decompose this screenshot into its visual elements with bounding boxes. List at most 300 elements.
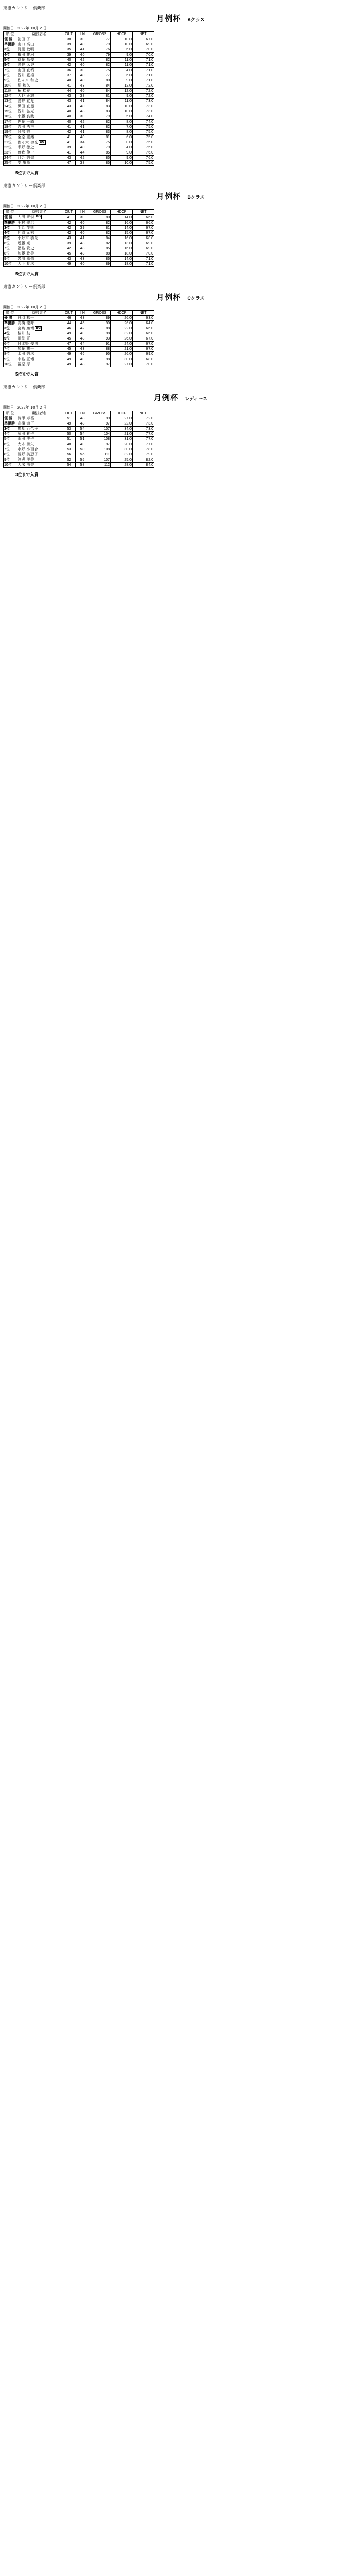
net-score-cell: 70.0	[133, 251, 154, 256]
rank-cell: 8位	[4, 251, 17, 256]
results-section	[0, 5, 361, 176]
handicap-cell: 4.0	[111, 145, 133, 150]
table-row	[4, 53, 154, 58]
player-name: 安 康隆	[18, 161, 30, 165]
table-header-row	[4, 310, 154, 315]
net-score-cell: 73.0	[133, 99, 154, 104]
handicap-cell: 24.0	[111, 342, 133, 347]
table-row	[4, 161, 154, 166]
rank-cell: 21位	[4, 140, 17, 145]
handicap-cell: 26.0	[111, 320, 133, 326]
gross-score-cell: 84	[89, 89, 111, 94]
rank-cell: 5位	[4, 235, 17, 241]
out-score-cell: 44	[62, 320, 76, 326]
gross-score-cell: 107	[89, 427, 111, 432]
out-score-cell: 56	[62, 452, 76, 457]
handicap-cell: 14.0	[111, 225, 133, 230]
in-score-cell: 39	[76, 114, 89, 120]
player-name: 丹羽 松一	[18, 316, 35, 320]
table-row	[4, 241, 154, 246]
handicap-cell: 14.0	[111, 256, 133, 261]
handicap-cell: 32.0	[111, 452, 133, 457]
player-name: 千村 聖治	[18, 221, 35, 225]
table-row	[4, 437, 154, 442]
net-score-cell: 69.0	[133, 246, 154, 251]
in-score-cell: 58	[76, 463, 89, 468]
out-score-cell: 46	[62, 326, 76, 331]
net-score-cell: 66.0	[133, 220, 154, 225]
table-row	[4, 256, 154, 261]
club-name: 東濃カントリー倶楽部	[3, 183, 45, 189]
in-score-cell: 40	[76, 42, 89, 47]
player-name: 黒田 直寛	[18, 105, 35, 108]
handicap-cell: 9.0	[111, 150, 133, 156]
player-name: 柘 松泰	[18, 89, 30, 93]
player-name-cell	[17, 53, 62, 58]
table-row	[4, 457, 154, 463]
table-row	[4, 104, 154, 109]
rank-cell: 4位	[4, 432, 17, 437]
player-name: 高橋 龍邦	[18, 321, 35, 325]
table-row	[4, 78, 154, 83]
player-name: 浅井 弘史	[18, 63, 35, 67]
player-name-cell	[17, 215, 62, 220]
rank-cell: 17位	[4, 120, 17, 125]
table-row	[4, 246, 154, 251]
table-row	[4, 235, 154, 241]
rank-cell: 10位	[4, 83, 17, 89]
table-header-row	[4, 32, 154, 37]
gross-score-cell: 104	[89, 432, 111, 437]
rank-cell: 7位	[4, 68, 17, 73]
out-score-cell: 44	[62, 89, 76, 94]
rank-cell: 10位	[4, 261, 17, 266]
in-score-cell: 42	[76, 58, 89, 63]
rank-cell: 3位	[4, 47, 17, 53]
out-score-cell: 43	[62, 156, 76, 161]
in-score-cell: 40	[76, 73, 89, 78]
in-score-cell: 44	[76, 342, 89, 347]
out-score-cell: 42	[62, 63, 76, 68]
gross-score-cell: 77	[89, 73, 111, 78]
player-name: 曽我 伸一	[18, 151, 35, 155]
section-title-row	[0, 191, 361, 201]
player-name: 田堂 正	[18, 337, 30, 341]
out-score-cell: 45	[62, 336, 76, 342]
handicap-cell: 22.0	[111, 326, 133, 331]
player-name-cell	[17, 416, 62, 421]
table-row	[4, 336, 154, 342]
out-score-cell: 49	[62, 261, 76, 266]
in-score-cell: 41	[76, 235, 89, 241]
handicap-cell: 9.0	[111, 78, 133, 83]
net-score-cell: 76.0	[133, 156, 154, 161]
gross-score-cell: 83	[89, 104, 111, 109]
handicap-cell: 12.0	[111, 83, 133, 89]
column-header: 順 位	[4, 32, 17, 37]
prize-footnote: 5位まで入賞	[15, 171, 39, 176]
rank-cell: 6位	[4, 342, 17, 347]
net-score-cell: 67.0	[133, 347, 154, 352]
table-row	[4, 99, 154, 104]
player-name: 片岡 元宏	[18, 231, 35, 235]
rank-cell: 6位	[4, 442, 17, 447]
gross-score-cell: 112	[89, 463, 111, 468]
out-score-cell: 43	[62, 104, 76, 109]
handicap-cell: 11.0	[111, 99, 133, 104]
table-row	[4, 315, 154, 320]
in-score-cell: 40	[76, 230, 89, 235]
player-name: 鶴見 百合子	[18, 427, 38, 431]
rank-cell: 準優勝	[4, 320, 17, 326]
handicap-cell: 21.0	[111, 347, 133, 352]
in-score-cell: 43	[76, 83, 89, 89]
gross-score-cell: 91	[89, 342, 111, 347]
net-score-cell: 66.0	[133, 215, 154, 220]
player-name-cell	[17, 246, 62, 251]
player-name-cell	[17, 427, 62, 432]
net-score-cell: 73.0	[133, 104, 154, 109]
table-row	[4, 427, 154, 432]
player-name: 阿部 敬	[18, 130, 30, 134]
out-score-cell: 45	[62, 251, 76, 256]
player-name: 日比野 俊明	[18, 342, 38, 346]
player-name-cell	[17, 457, 62, 463]
handicap-cell: 10.0	[111, 109, 133, 114]
in-score-cell: 39	[76, 215, 89, 220]
gross-score-cell: 82	[89, 241, 111, 246]
out-score-cell: 39	[62, 53, 76, 58]
in-score-cell: 48	[76, 336, 89, 342]
net-score-cell: 71.0	[133, 68, 154, 73]
gross-score-cell: 111	[89, 452, 111, 457]
handicap-cell: 15.0	[111, 230, 133, 235]
column-header: OUT	[62, 310, 76, 315]
gross-score-cell: 75	[89, 68, 111, 73]
player-name-cell	[17, 37, 62, 42]
handicap-cell: 28.0	[111, 463, 133, 468]
net-score-cell: 71.0	[133, 261, 154, 266]
net-score-cell: 71.0	[133, 73, 154, 78]
player-name-cell	[17, 58, 62, 63]
section-title-row	[0, 13, 361, 24]
in-score-cell: 43	[76, 347, 89, 352]
player-name-cell	[17, 99, 62, 104]
player-name-cell	[17, 357, 62, 362]
net-score-cell: 75.0	[133, 161, 154, 166]
out-score-cell: 40	[62, 114, 76, 120]
results-table	[3, 31, 154, 166]
gross-score-cell: 80	[89, 78, 111, 83]
in-score-cell: 46	[76, 320, 89, 326]
player-name: 浅井 宣允	[18, 99, 35, 103]
gross-score-cell: 85	[89, 246, 111, 251]
prize-footnote: 5位まで入賞	[15, 372, 39, 377]
in-score-cell: 49	[76, 331, 89, 336]
gross-score-cell: 89	[89, 315, 111, 320]
results-section	[0, 183, 361, 276]
player-name: 浅井 弘光	[18, 110, 35, 113]
net-score-cell: 77.0	[133, 442, 154, 447]
table-header-row	[4, 210, 154, 215]
player-name-cell	[17, 73, 62, 78]
in-score-cell: 43	[76, 246, 89, 251]
prize-footnote: 5位まで入賞	[15, 271, 39, 276]
table-row	[4, 130, 154, 135]
out-score-cell: 47	[62, 342, 76, 347]
net-score-cell: 66.0	[133, 331, 154, 336]
handicap-cell: 18.0	[111, 261, 133, 266]
rank-cell: 3位	[4, 225, 17, 230]
player-name: 水野 小百合	[18, 448, 38, 452]
section-title-row	[0, 392, 361, 403]
column-header: HDCP	[111, 310, 133, 315]
table-row	[4, 47, 154, 53]
column-header: HDCP	[111, 210, 133, 215]
best-gross-badge: BG	[36, 326, 41, 330]
net-score-cell: 72.0	[133, 89, 154, 94]
handicap-cell: 13.0	[111, 241, 133, 246]
handicap-cell: 9.0	[111, 53, 133, 58]
table-row	[4, 68, 154, 73]
in-score-cell: 34	[76, 140, 89, 145]
player-name: 篠藤 昌俊	[18, 58, 35, 62]
gross-score-cell: 98	[89, 331, 111, 336]
handicap-cell: 10.0	[111, 37, 133, 42]
table-row	[4, 215, 154, 220]
gross-score-cell: 84	[89, 83, 111, 89]
class-label: レディース	[185, 396, 207, 402]
net-score-cell: 68.0	[133, 357, 154, 362]
rank-cell: 優 勝	[4, 215, 17, 220]
player-name-cell	[17, 225, 62, 230]
in-score-cell: 43	[76, 109, 89, 114]
gross-score-cell: 88	[89, 347, 111, 352]
gross-score-cell: 84	[89, 99, 111, 104]
out-score-cell: 49	[62, 362, 76, 367]
in-score-cell: 40	[76, 104, 89, 109]
player-name: 河里 敏明	[18, 48, 35, 52]
handicap-cell: 27.0	[111, 362, 133, 367]
results-table	[3, 209, 154, 266]
table-row	[4, 347, 154, 352]
section-title-row	[0, 292, 361, 302]
out-score-cell: 35	[62, 47, 76, 53]
in-score-cell: 40	[76, 78, 89, 83]
out-score-cell: 41	[62, 215, 76, 220]
table-row	[4, 331, 154, 336]
net-score-cell: 76.0	[133, 150, 154, 156]
player-name-cell	[17, 437, 62, 442]
out-score-cell: 40	[62, 58, 76, 63]
column-header: OUT	[62, 32, 76, 37]
rank-cell: 5位	[4, 437, 17, 442]
player-name: 佐々木 金光	[18, 141, 38, 145]
player-name: 佐藤 一敏	[18, 120, 35, 124]
rank-cell: 23位	[4, 150, 17, 156]
out-score-cell: 39	[62, 241, 76, 246]
in-score-cell: 40	[76, 53, 89, 58]
in-score-cell: 40	[76, 145, 89, 150]
results-section	[0, 384, 361, 478]
player-name-cell	[17, 94, 62, 99]
out-score-cell: 43	[62, 99, 76, 104]
column-header: I N	[76, 32, 89, 37]
player-name-cell	[17, 261, 62, 266]
in-score-cell: 43	[76, 241, 89, 246]
table-row	[4, 42, 154, 47]
player-name: 近藤 東	[18, 241, 30, 245]
player-name: 滝澤 寿香	[18, 417, 35, 421]
handicap-cell: 5.0	[111, 114, 133, 120]
handicap-cell: 16.0	[111, 235, 133, 241]
player-name: 米野 徳之	[18, 146, 35, 150]
player-name: 高橋 道子	[18, 422, 35, 426]
handicap-cell: 6.0	[111, 135, 133, 140]
player-name-cell	[17, 83, 62, 89]
results-page	[0, 0, 361, 478]
player-name-cell	[17, 89, 62, 94]
column-header: OUT	[62, 210, 76, 215]
out-score-cell: 38	[62, 37, 76, 42]
out-score-cell: 51	[62, 437, 76, 442]
date-bar	[3, 405, 361, 410]
out-score-cell: 49	[62, 421, 76, 427]
table-row	[4, 442, 154, 447]
player-name-cell	[17, 251, 62, 256]
gross-score-cell: 79	[89, 145, 111, 150]
rank-cell: 12位	[4, 94, 17, 99]
results-section	[0, 284, 361, 377]
handicap-cell: 22.0	[111, 421, 133, 427]
net-score-cell: 75.0	[133, 125, 154, 130]
date-label: 開催日	[3, 27, 14, 30]
out-score-cell: 42	[62, 230, 76, 235]
out-score-cell: 54	[62, 463, 76, 468]
player-name: 大塚 由美	[18, 463, 35, 467]
net-score-cell: 77.0	[133, 437, 154, 442]
table-row	[4, 89, 154, 94]
in-score-cell: 40	[76, 135, 89, 140]
gross-score-cell: 77	[89, 37, 111, 42]
player-name-cell	[17, 331, 62, 336]
rank-cell: 8位	[4, 452, 17, 457]
table-row	[4, 73, 154, 78]
rank-cell: 18位	[4, 125, 17, 130]
out-score-cell: 41	[62, 135, 76, 140]
column-header: 順 位	[4, 310, 17, 315]
in-score-cell: 46	[76, 352, 89, 357]
date-value: 2022年 10月 2 日	[17, 27, 47, 30]
rank-cell: 準優勝	[4, 220, 17, 225]
player-name-cell	[17, 241, 62, 246]
gross-score-cell: 81	[89, 135, 111, 140]
rank-cell: 14位	[4, 104, 17, 109]
handicap-cell: 11.0	[111, 63, 133, 68]
out-score-cell: 37	[62, 73, 76, 78]
net-score-cell: 70.0	[133, 47, 154, 53]
date-label: 開催日	[3, 305, 14, 309]
handicap-cell: 30.0	[111, 357, 133, 362]
table-row	[4, 452, 154, 457]
handicap-cell: 21.0	[111, 432, 133, 437]
player-name-cell	[17, 442, 62, 447]
rank-cell: 20位	[4, 135, 17, 140]
table-row	[4, 135, 154, 140]
player-name: 桑原 重蔵	[18, 135, 35, 139]
rank-cell: 10位	[4, 362, 17, 367]
date-label: 開催日	[3, 205, 14, 209]
player-name-cell	[17, 161, 62, 166]
player-name: 宮崎 駿博	[18, 327, 35, 331]
table-row	[4, 58, 154, 63]
rank-cell: 6位	[4, 241, 17, 246]
date-bar	[3, 204, 361, 209]
prize-footnote: 3位まで入賞	[15, 472, 39, 478]
player-name-cell	[17, 47, 62, 53]
player-name-cell	[17, 336, 62, 342]
out-score-cell: 36	[62, 68, 76, 73]
out-score-cell: 40	[62, 78, 76, 83]
date-label: 開催日	[3, 406, 14, 410]
column-header: GROSS	[89, 411, 111, 416]
out-score-cell: 39	[62, 42, 76, 47]
net-score-cell: 79.0	[133, 452, 154, 457]
net-score-cell: 69.0	[133, 352, 154, 357]
class-label: Aクラス	[187, 17, 205, 22]
table-row	[4, 83, 154, 89]
in-score-cell: 40	[76, 261, 89, 266]
handicap-cell: 32.0	[111, 331, 133, 336]
net-score-cell: 67.0	[133, 342, 154, 347]
player-name-cell	[17, 104, 62, 109]
gross-score-cell: 90	[89, 320, 111, 326]
results-table	[3, 310, 154, 367]
player-name: 加藤 政美	[18, 251, 35, 256]
player-name-cell	[17, 432, 62, 437]
table-row	[4, 125, 154, 130]
table-header-row	[4, 411, 154, 416]
gross-score-cell: 86	[89, 256, 111, 261]
rank-cell: 24位	[4, 156, 17, 161]
in-score-cell: 51	[76, 437, 89, 442]
gross-score-cell: 99	[89, 416, 111, 421]
net-score-cell: 74.0	[133, 114, 154, 120]
player-name: 太田 秀次	[18, 352, 35, 357]
player-name: 堀 和弘	[18, 84, 30, 88]
rank-cell: 25位	[4, 161, 17, 166]
player-name: 加藤 憲一	[18, 347, 35, 351]
player-name: 福島 貴史	[18, 246, 35, 250]
in-score-cell: 42	[76, 120, 89, 125]
gross-score-cell: 85	[89, 156, 111, 161]
best-gross-badge: BG	[36, 215, 41, 219]
date-value: 2022年 10月 2 日	[17, 305, 47, 309]
in-score-cell: 41	[76, 99, 89, 104]
rank-cell: 10位	[4, 463, 17, 468]
results-table	[3, 411, 154, 468]
player-name-cell	[17, 135, 62, 140]
handicap-cell: 16.0	[111, 246, 133, 251]
player-name: 冨原 厚	[18, 363, 30, 367]
club-name: 東濃カントリー倶楽部	[3, 385, 45, 390]
out-score-cell: 49	[62, 357, 76, 362]
gross-score-cell: 85	[89, 161, 111, 166]
handicap-cell: 8.0	[111, 130, 133, 135]
in-score-cell: 49	[76, 357, 89, 362]
out-score-cell: 42	[62, 246, 76, 251]
in-score-cell: 39	[76, 68, 89, 73]
